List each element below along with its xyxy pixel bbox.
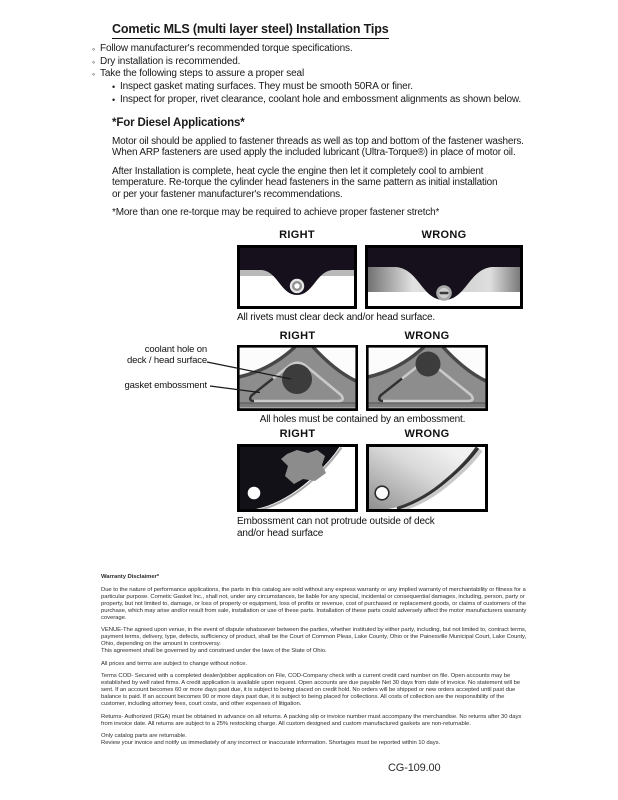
label-gasket-embossment: gasket embossment	[124, 380, 207, 391]
circle-bullet-icon: ◦	[92, 44, 96, 54]
legal-paragraph: This agreement shall be governed by and construed under the laws of the State of Ohio.	[101, 648, 327, 654]
right-label: RIGHT	[279, 330, 316, 342]
list-item-sub: • Inspect gasket mating surfaces. They must be smooth 50RA or finer.	[112, 81, 413, 93]
coolant-wrong-diagram	[366, 345, 488, 411]
diesel-note: *More than one re-torque may be required to achieve proper fastener stretch*	[112, 207, 440, 218]
wrong-label: WRONG	[421, 229, 467, 241]
diesel-paragraph: After Installation is complete, heat cycle the engine then let it completely cool to ambient temperature. Re-torque the cylinder head fasteners in the same pattern as initial installation or per your fastener manufacturer's recommendations.	[112, 166, 498, 200]
legal-heading: Warranty Disclaimer*	[101, 574, 160, 580]
caption-rivets: All rivets must clear deck and/or head surface.	[237, 312, 436, 323]
label-coolant-hole: coolant hole on deck / head surface	[126, 344, 207, 366]
dot-bullet-icon: •	[112, 94, 116, 105]
caption-embossment: Embossment can not protrude outside of deck and/or head surface	[237, 516, 435, 539]
circle-bullet-icon: ◦	[92, 69, 96, 80]
rivet-right-diagram	[237, 245, 357, 309]
legal-paragraph: All prices and terms are subject to change without notice.	[101, 660, 248, 667]
embossment-right-diagram	[237, 444, 358, 512]
embossment-wrong-diagram	[366, 444, 488, 512]
legal-paragraph: Review your invoice and notify us immediately of any incorrect or inaccurate information. Shortages must be reported within 10 days.	[101, 740, 441, 746]
list-item: ◦ Take the following steps to assure a proper seal	[92, 68, 305, 80]
list-item-sub: • Inspect for proper, rivet clearance, coolant hole and embossment alignments as shown below.	[112, 93, 522, 105]
list-item: ◦ Dry installation is recommended.	[92, 55, 241, 67]
rivet-wrong-diagram	[365, 245, 523, 309]
list-item: ◦ Follow manufacturer's recommended torque specifications.	[92, 43, 353, 54]
legal-paragraph: VENUE-The agreed upon venue, in the event of dispute whatsoever between the parties, whether instituted by either party, including, but not limited to, contract terms, payment terms, delivery, type, defects, sufficiency of product, shall be the Court of Common Pleas, Lake County, Ohio or the Painesville Municipal Court, Lake County, Ohio, depending on the amount in controversy.	[101, 627, 527, 647]
wrong-label: WRONG	[404, 428, 450, 440]
legal-paragraph: Terms COD- Secured with a completed dealer/jobber application on File, COD-Company check with a current credit card number on file. Open accounts may be established by well rated firms. A credit application is available upon request. Open accounts are due payable Net 30 days from date of invoice. No statement will be sent. If an account becomes 60 or more days past due, it is subject to being placed on credit hold. No orders will be shipped or new orders accepted until past due balance is paid. If an account becomes 90 or more days past due, it is subject to being placed for collections. All costs of collection are the responsibility of the customer, including attorney fees, court costs, and other expenses of litigation.	[101, 673, 521, 707]
right-label: RIGHT	[279, 428, 316, 440]
page-number: CG-109.00	[388, 762, 441, 774]
page-title: Cometic MLS (multi layer steel) Installation Tips	[112, 22, 389, 39]
warranty-disclaimer	[101, 574, 529, 747]
legal-paragraph: Due to the nature of performance applications, the parts in this catalog are sold without any express warranty or any implied warranty of merchantability or fitness for a particular purpose. Cometic Gasket Inc., shall not, under any circumstances, be liable for any special, incidental or consequential damages, including, person, party or property, but not limited to, damage, or loss of property or equipment, loss of profits or revenue, cost of purchased or replacement goods, or claims of customers of the purchase, which may arise and/or result from sale, installation or use of these parts. Installation of these parts could adversely affect the motor manufacturers warranty coverage.	[101, 586, 527, 621]
legal-paragraph: Returns- Authorized (RGA) must be obtained in advance on all returns. A packing slip or invoice number must accompany the merchandise. No returns after 30 days from invoice date. All returns are subject to a 25% restocking charge. All custom designed and custom manufactured gaskets are non-returnable.	[101, 713, 522, 727]
legal-paragraph: Only catalog parts are returnable.	[101, 733, 187, 739]
diesel-paragraph: Motor oil should be applied to fastener threads as well as top and bottom of the fastener washers. When ARP fasteners are used apply the included lubricant (Ultra-Torque®) in place of motor oil.	[112, 136, 524, 159]
wrong-label: WRONG	[404, 330, 450, 342]
dot-bullet-icon: •	[112, 82, 116, 93]
right-label: RIGHT	[279, 229, 315, 241]
diesel-heading: *For Diesel Applications*	[112, 117, 245, 129]
installation-tips-list	[92, 43, 521, 107]
leader-lines	[100, 340, 310, 400]
circle-bullet-icon: ◦	[92, 56, 96, 67]
caption-holes: All holes must be contained by an embossment.	[259, 414, 466, 425]
